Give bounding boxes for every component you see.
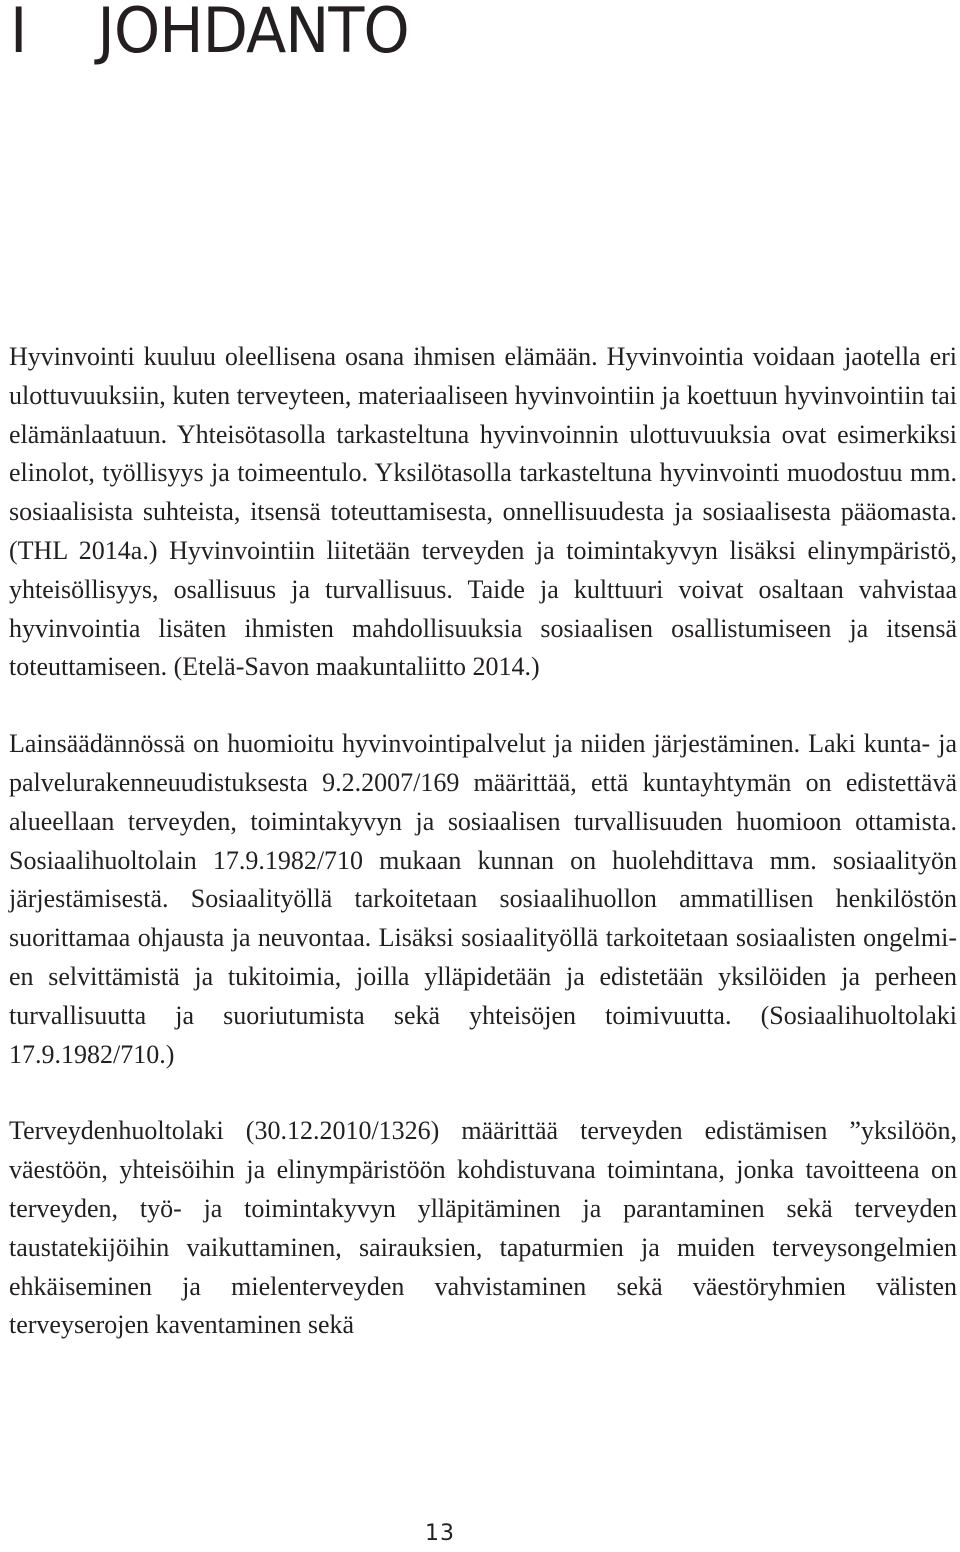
paragraph-legislation: Lainsäädännössä on huomioitu hyvinvointipalvelut ja niiden järjestäminen. Laki kunta- ja palvelurakenneuudistuksesta 9.2.2007/169 määrittää, että kuntayhtymän on edistettävä alueellaan terveyden, toimintakyvyn ja sosiaalisen turvallisuuden huomioon ottamista. Sosiaalihuoltolain 17.9.1982/710 mukaan kunnan on huolehdittava mm. sosiaalityön järjestämisestä. Sosiaalityöllä tarkoitetaan sosiaalihuollon ammatillisen henkilöstön suorittamaa ohjausta ja neuvontaa. Lisäksi sosiaalityöllä tarkoitetaan sosiaalisten ongelmien selvittämistä ja tukitoimia, joilla ylläpidetään ja edistetään yksilöiden ja perheen turvallisuutta ja suoriutumista sekä yhteisöjen toimivuutta. (Sosiaalihuoltolaki 17.9.1982/710.) [9, 729, 957, 1069]
chapter-title: JOHDANTO [97, 0, 409, 67]
body-text [9, 338, 957, 1345]
chapter-number: I [10, 0, 27, 67]
paragraph-health-care-act: Terveydenhuoltolaki (30.12.2010/1326) määrittää terveyden edistämisen ”yksilöön, väestöön, yhteisöihin ja elinympäristöön kohdistuvana toimintana, jonka tavoitteena on terveyden, työ- ja toimintakyvyn ylläpitäminen ja parantaminen sekä terveyden taustatekijöihin vaikuttaminen, sairauksien, tapaturmien ja muiden terveysongelmien ehkäiseminen ja mielenterveyden vahvistaminen sekä väestöryhmien välisten terveyserojen kaventaminen sekä [9, 1116, 957, 1340]
page-number: 13 [425, 1521, 455, 1546]
paragraph-wellbeing: Hyvinvointi kuuluu oleellisena osana ihmisen elämään. Hyvinvointia voidaan jaotella eri ulottuvuuksiin, kuten terveyteen, materiaaliseen hyvinvointiin ja koettuun hyvinvointiin tai elämänlaatuun. Yhteisötasolla tarkasteltuna hyvinvoinnin ulottuvuuksia ovat esimerkiksi elinolot, työllisyys ja toimeentulo. Yksilötasolla tarkasteltuna hyvinvointi muodostuu mm. sosiaalisista suhteista, itsensä toteuttamisesta, onnellisuudesta ja sosiaalisesta pääomasta. (THL 2014a.) Hyvinvointiin liitetään terveyden ja toimintakyvyn lisäksi elinympäristö, yhteisöllisyys, osallisuus ja turvallisuus. Taide ja kulttuuri voivat osaltaan vahvistaa hyvinvointia lisäten ihmisten mahdollisuuksia sosiaalisen osallistumiseen ja itsensä toteuttamiseen. (Etelä-Savon maakuntaliitto 2014.) [9, 342, 957, 682]
chapter-heading [10, 0, 409, 67]
